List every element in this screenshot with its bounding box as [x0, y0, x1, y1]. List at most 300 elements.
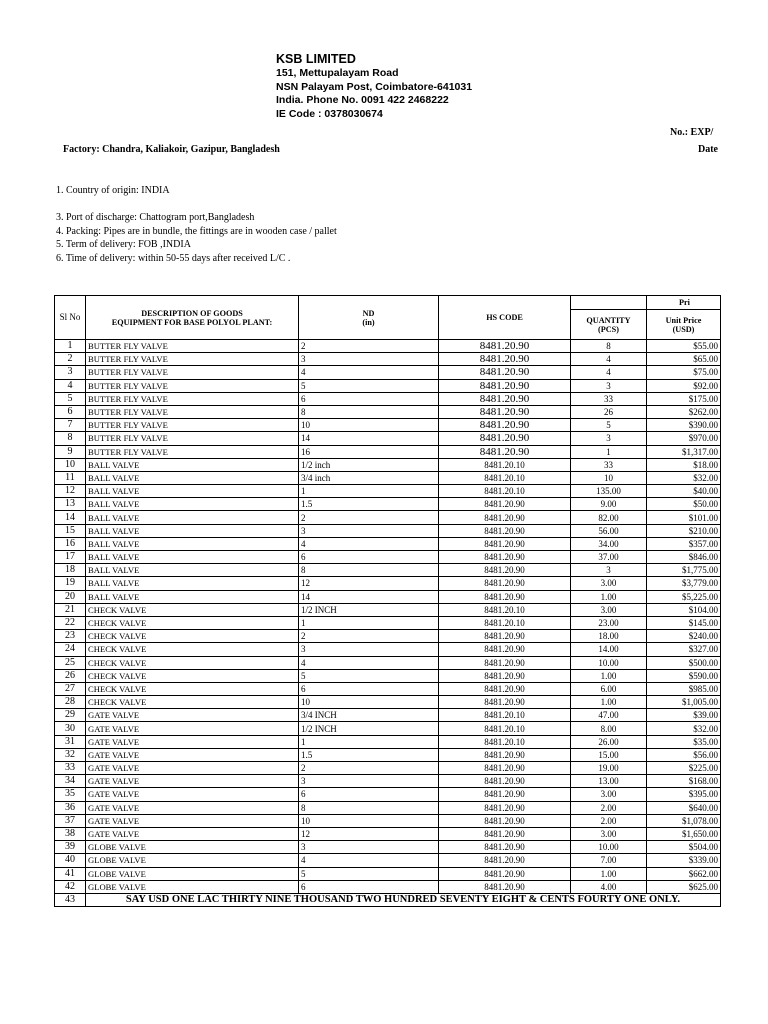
table-row	[55, 841, 721, 854]
row-sl-no: 33	[55, 762, 86, 775]
total-row-sl: 43	[55, 893, 86, 906]
row-hs-code: 8481.20.90	[439, 669, 571, 682]
row-description: GLOBE VALVE	[86, 841, 299, 854]
row-unit-price: $1,078.00	[647, 814, 721, 827]
row-sl-no: 37	[55, 814, 86, 827]
row-quantity: 2.00	[571, 814, 647, 827]
row-hs-code: 8481.20.90	[439, 854, 571, 867]
row-unit-price: $40.00	[647, 485, 721, 498]
table-row	[55, 827, 721, 840]
row-description: BUTTER FLY VALVE	[86, 353, 299, 366]
row-unit-price: $327.00	[647, 643, 721, 656]
row-quantity: 26.00	[571, 735, 647, 748]
row-quantity: 23.00	[571, 616, 647, 629]
row-nd: 1	[299, 735, 439, 748]
row-unit-price: $92.00	[647, 379, 721, 392]
row-sl-no: 39	[55, 841, 86, 854]
row-unit-price: $210.00	[647, 524, 721, 537]
row-unit-price: $39.00	[647, 709, 721, 722]
row-quantity: 1.00	[571, 867, 647, 880]
row-sl-no: 10	[55, 458, 86, 471]
table-row	[55, 511, 721, 524]
row-sl-no: 9	[55, 445, 86, 458]
row-description: BUTTER FLY VALVE	[86, 445, 299, 458]
row-nd: 16	[299, 445, 439, 458]
row-description: BUTTER FLY VALVE	[86, 340, 299, 353]
row-unit-price: $50.00	[647, 498, 721, 511]
row-sl-no: 30	[55, 722, 86, 735]
date-label: Date	[698, 144, 718, 155]
table-row	[55, 445, 721, 458]
row-sl-no: 8	[55, 432, 86, 445]
table-row	[55, 696, 721, 709]
row-quantity: 1.00	[571, 669, 647, 682]
header-quantity	[571, 310, 647, 340]
note-packing: 4. Packing: Pipes are in bundle, the fittings are in wooden case / pallet	[56, 225, 337, 237]
row-description: BUTTER FLY VALVE	[86, 432, 299, 445]
table-row	[55, 524, 721, 537]
table-row	[55, 537, 721, 550]
row-nd: 8	[299, 405, 439, 418]
table-row	[55, 471, 721, 484]
table-row	[55, 814, 721, 827]
row-unit-price: $55.00	[647, 340, 721, 353]
row-hs-code: 8481.20.90	[439, 630, 571, 643]
row-nd: 3	[299, 841, 439, 854]
row-nd: 5	[299, 379, 439, 392]
row-unit-price: $145.00	[647, 616, 721, 629]
row-sl-no: 28	[55, 696, 86, 709]
table-row	[55, 432, 721, 445]
row-nd: 14	[299, 590, 439, 603]
row-sl-no: 31	[55, 735, 86, 748]
row-description: GATE VALVE	[86, 748, 299, 761]
table-row	[55, 630, 721, 643]
row-quantity: 8	[571, 340, 647, 353]
header-price-group: Pri	[647, 296, 721, 310]
row-description: BALL VALVE	[86, 458, 299, 471]
row-sl-no: 22	[55, 616, 86, 629]
row-quantity: 34.00	[571, 537, 647, 550]
row-nd: 3	[299, 353, 439, 366]
row-nd: 3	[299, 524, 439, 537]
header-description-line-2: EQUIPMENT FOR BASE POLYOL PLANT:	[111, 317, 273, 327]
row-unit-price: $5,225.00	[647, 590, 721, 603]
row-unit-price: $32.00	[647, 471, 721, 484]
table-row	[55, 775, 721, 788]
shipment-notes	[56, 184, 337, 266]
row-hs-code: 8481.20.90	[439, 445, 571, 458]
row-quantity: 37.00	[571, 551, 647, 564]
note-port-discharge: 3. Port of discharge: Chattogram port,Bangladesh	[56, 212, 255, 224]
row-unit-price: $1,005.00	[647, 696, 721, 709]
row-nd: 14	[299, 432, 439, 445]
row-unit-price: $175.00	[647, 392, 721, 405]
row-nd: 6	[299, 880, 439, 893]
table-row	[55, 735, 721, 748]
header-sl-no: Sl No	[55, 296, 86, 340]
row-description: CHECK VALVE	[86, 656, 299, 669]
table-row	[55, 419, 721, 432]
row-hs-code: 8481.20.90	[439, 498, 571, 511]
row-quantity: 5	[571, 419, 647, 432]
row-quantity: 6.00	[571, 682, 647, 695]
row-nd: 4	[299, 854, 439, 867]
row-hs-code: 8481.20.90	[439, 682, 571, 695]
table-row	[55, 722, 721, 735]
table-row	[55, 379, 721, 392]
row-description: GATE VALVE	[86, 722, 299, 735]
row-quantity: 4	[571, 366, 647, 379]
row-unit-price: $35.00	[647, 735, 721, 748]
goods-table	[54, 295, 721, 907]
row-quantity: 14.00	[571, 643, 647, 656]
row-description: CHECK VALVE	[86, 696, 299, 709]
company-name: KSB LIMITED	[276, 52, 356, 66]
row-nd: 1/2 inch	[299, 458, 439, 471]
row-nd: 4	[299, 656, 439, 669]
row-hs-code: 8481.20.90	[439, 643, 571, 656]
header-description	[86, 296, 299, 340]
row-hs-code: 8481.20.10	[439, 458, 571, 471]
row-hs-code: 8481.20.90	[439, 590, 571, 603]
row-quantity: 10	[571, 471, 647, 484]
row-hs-code: 8481.20.10	[439, 722, 571, 735]
row-unit-price: $662.00	[647, 867, 721, 880]
table-row	[55, 656, 721, 669]
row-hs-code: 8481.20.90	[439, 577, 571, 590]
row-sl-no: 12	[55, 485, 86, 498]
row-sl-no: 5	[55, 392, 86, 405]
row-nd: 4	[299, 537, 439, 550]
row-description: CHECK VALVE	[86, 603, 299, 616]
row-description: BALL VALVE	[86, 511, 299, 524]
row-description: CHECK VALVE	[86, 682, 299, 695]
row-unit-price: $1,317.00	[647, 445, 721, 458]
row-description: BALL VALVE	[86, 537, 299, 550]
row-nd: 12	[299, 577, 439, 590]
row-description: BUTTER FLY VALVE	[86, 366, 299, 379]
table-row	[55, 616, 721, 629]
row-nd: 4	[299, 366, 439, 379]
row-sl-no: 14	[55, 511, 86, 524]
row-sl-no: 18	[55, 564, 86, 577]
header-unit-price-line-1: Unit Price	[665, 315, 702, 325]
row-quantity: 13.00	[571, 775, 647, 788]
row-sl-no: 38	[55, 827, 86, 840]
row-hs-code: 8481.20.90	[439, 366, 571, 379]
row-sl-no: 27	[55, 682, 86, 695]
table-row	[55, 880, 721, 893]
row-description: BUTTER FLY VALVE	[86, 419, 299, 432]
row-nd: 1	[299, 616, 439, 629]
table-row	[55, 762, 721, 775]
row-hs-code: 8481.20.90	[439, 827, 571, 840]
row-description: CHECK VALVE	[86, 669, 299, 682]
row-nd: 8	[299, 801, 439, 814]
row-unit-price: $240.00	[647, 630, 721, 643]
row-unit-price: $104.00	[647, 603, 721, 616]
note-country-origin: 1. Country of origin: INDIA	[56, 185, 170, 196]
row-description: BUTTER FLY VALVE	[86, 379, 299, 392]
row-description: GATE VALVE	[86, 788, 299, 801]
note-time-delivery: 6. Time of delivery: within 50-55 days after received L/C .	[56, 252, 291, 264]
row-description: BALL VALVE	[86, 471, 299, 484]
row-nd: 2	[299, 630, 439, 643]
company-address-line-2: NSN Palayam Post, Coimbatore-641031	[276, 80, 473, 93]
row-nd: 1.5	[299, 498, 439, 511]
row-unit-price: $500.00	[647, 656, 721, 669]
row-unit-price: $101.00	[647, 511, 721, 524]
row-unit-price: $640.00	[647, 801, 721, 814]
row-hs-code: 8481.20.10	[439, 616, 571, 629]
amount-in-words: SAY USD ONE LAC THIRTY NINE THOUSAND TWO HUNDRED SEVENTY EIGHT & CENTS FOURTY ONE ONLY.	[86, 893, 721, 906]
row-hs-code: 8481.20.10	[439, 485, 571, 498]
row-quantity: 7.00	[571, 854, 647, 867]
row-description: GLOBE VALVE	[86, 880, 299, 893]
row-nd: 6	[299, 392, 439, 405]
table-row	[55, 340, 721, 353]
row-hs-code: 8481.20.90	[439, 432, 571, 445]
header-quantity-line-2: (PCS)	[598, 324, 619, 334]
row-sl-no: 6	[55, 405, 86, 418]
row-quantity: 1	[571, 445, 647, 458]
row-quantity: 15.00	[571, 748, 647, 761]
row-hs-code: 8481.20.10	[439, 709, 571, 722]
row-quantity: 3.00	[571, 577, 647, 590]
row-quantity: 19.00	[571, 762, 647, 775]
row-quantity: 135.00	[571, 485, 647, 498]
row-description: BALL VALVE	[86, 551, 299, 564]
table-row	[55, 485, 721, 498]
row-nd: 10	[299, 814, 439, 827]
header-nd-line-1: ND	[362, 308, 375, 318]
row-sl-no: 25	[55, 656, 86, 669]
row-unit-price: $985.00	[647, 682, 721, 695]
row-quantity: 82.00	[571, 511, 647, 524]
table-row	[55, 458, 721, 471]
row-hs-code: 8481.20.90	[439, 353, 571, 366]
row-sl-no: 35	[55, 788, 86, 801]
row-description: BALL VALVE	[86, 564, 299, 577]
row-description: GATE VALVE	[86, 814, 299, 827]
row-description: BALL VALVE	[86, 524, 299, 537]
table-row	[55, 748, 721, 761]
row-sl-no: 40	[55, 854, 86, 867]
table-row	[55, 551, 721, 564]
row-sl-no: 41	[55, 867, 86, 880]
row-nd: 6	[299, 788, 439, 801]
row-description: GATE VALVE	[86, 709, 299, 722]
row-sl-no: 32	[55, 748, 86, 761]
table-row	[55, 709, 721, 722]
row-sl-no: 42	[55, 880, 86, 893]
row-nd: 1.5	[299, 748, 439, 761]
table-row	[55, 392, 721, 405]
row-description: BALL VALVE	[86, 577, 299, 590]
row-hs-code: 8481.20.90	[439, 564, 571, 577]
reference-number: No.: EXP/	[670, 127, 714, 138]
row-nd: 6	[299, 551, 439, 564]
row-nd: 10	[299, 419, 439, 432]
row-quantity: 8.00	[571, 722, 647, 735]
row-unit-price: $339.00	[647, 854, 721, 867]
table-row	[55, 788, 721, 801]
row-quantity: 3	[571, 432, 647, 445]
company-letterhead	[276, 52, 486, 121]
row-unit-price: $625.00	[647, 880, 721, 893]
row-nd: 1	[299, 485, 439, 498]
row-description: CHECK VALVE	[86, 616, 299, 629]
company-ie-code: IE Code : 0378030674	[276, 107, 383, 120]
row-nd: 1/2 INCH	[299, 722, 439, 735]
table-row	[55, 854, 721, 867]
header-nd-line-2: (in)	[362, 317, 375, 327]
row-hs-code: 8481.20.10	[439, 471, 571, 484]
row-quantity: 3	[571, 564, 647, 577]
table-row	[55, 801, 721, 814]
row-quantity: 33	[571, 458, 647, 471]
row-description: GATE VALVE	[86, 827, 299, 840]
row-sl-no: 4	[55, 379, 86, 392]
row-unit-price: $846.00	[647, 551, 721, 564]
row-sl-no: 34	[55, 775, 86, 788]
row-quantity: 4	[571, 353, 647, 366]
row-hs-code: 8481.20.90	[439, 867, 571, 880]
row-unit-price: $225.00	[647, 762, 721, 775]
row-quantity: 3.00	[571, 827, 647, 840]
row-quantity: 2.00	[571, 801, 647, 814]
table-row	[55, 577, 721, 590]
row-description: GLOBE VALVE	[86, 867, 299, 880]
row-sl-no: 11	[55, 471, 86, 484]
row-description: BALL VALVE	[86, 498, 299, 511]
row-hs-code: 8481.20.90	[439, 379, 571, 392]
row-quantity: 56.00	[571, 524, 647, 537]
row-description: BALL VALVE	[86, 590, 299, 603]
row-nd: 1/2 INCH	[299, 603, 439, 616]
row-unit-price: $390.00	[647, 419, 721, 432]
company-address-line-1: 151, Mettupalayam Road	[276, 67, 399, 79]
row-description: BUTTER FLY VALVE	[86, 405, 299, 418]
row-unit-price: $168.00	[647, 775, 721, 788]
table-row	[55, 405, 721, 418]
row-unit-price: $262.00	[647, 405, 721, 418]
row-nd: 2	[299, 340, 439, 353]
row-quantity: 3	[571, 379, 647, 392]
row-sl-no: 7	[55, 419, 86, 432]
row-quantity: 3.00	[571, 603, 647, 616]
row-sl-no: 20	[55, 590, 86, 603]
row-description: CHECK VALVE	[86, 630, 299, 643]
row-quantity: 10.00	[571, 841, 647, 854]
row-unit-price: $75.00	[647, 366, 721, 379]
row-description: BUTTER FLY VALVE	[86, 392, 299, 405]
row-sl-no: 13	[55, 498, 86, 511]
row-hs-code: 8481.20.90	[439, 537, 571, 550]
row-nd: 3/4 inch	[299, 471, 439, 484]
row-nd: 2	[299, 511, 439, 524]
note-term-delivery: 5. Term of delivery: FOB ,INDIA	[56, 239, 191, 251]
row-hs-code: 8481.20.90	[439, 696, 571, 709]
goods-table-body	[55, 340, 721, 894]
row-nd: 3/4 INCH	[299, 709, 439, 722]
row-sl-no: 2	[55, 353, 86, 366]
row-nd: 3	[299, 643, 439, 656]
row-unit-price: $590.00	[647, 669, 721, 682]
row-quantity: 3.00	[571, 788, 647, 801]
row-unit-price: $18.00	[647, 458, 721, 471]
row-sl-no: 24	[55, 643, 86, 656]
table-row	[55, 498, 721, 511]
row-hs-code: 8481.20.90	[439, 656, 571, 669]
row-sl-no: 3	[55, 366, 86, 379]
row-quantity: 18.00	[571, 630, 647, 643]
row-hs-code: 8481.20.90	[439, 511, 571, 524]
row-unit-price: $504.00	[647, 841, 721, 854]
row-sl-no: 29	[55, 709, 86, 722]
row-sl-no: 1	[55, 340, 86, 353]
row-nd: 10	[299, 696, 439, 709]
table-row	[55, 867, 721, 880]
row-quantity: 26	[571, 405, 647, 418]
row-unit-price: $395.00	[647, 788, 721, 801]
row-hs-code: 8481.20.90	[439, 762, 571, 775]
row-sl-no: 21	[55, 603, 86, 616]
row-quantity: 33	[571, 392, 647, 405]
row-hs-code: 8481.20.10	[439, 603, 571, 616]
row-sl-no: 17	[55, 551, 86, 564]
row-nd: 5	[299, 669, 439, 682]
header-unit-price-line-2: (USD)	[672, 324, 695, 334]
row-hs-code: 8481.20.90	[439, 551, 571, 564]
row-unit-price: $970.00	[647, 432, 721, 445]
table-row	[55, 682, 721, 695]
header-description-line-1: DESCRIPTION OF GOODS	[141, 308, 243, 318]
company-address-line-3: India. Phone No. 0091 422 2468222	[276, 94, 449, 107]
row-hs-code: 8481.20.90	[439, 788, 571, 801]
row-nd: 3	[299, 775, 439, 788]
row-description: CHECK VALVE	[86, 643, 299, 656]
table-row	[55, 669, 721, 682]
header-quantity-line-1: QUANTITY	[586, 315, 631, 325]
row-unit-price: $3,779.00	[647, 577, 721, 590]
row-hs-code: 8481.20.90	[439, 775, 571, 788]
row-quantity: 1.00	[571, 590, 647, 603]
table-row	[55, 564, 721, 577]
header-hs-code: HS CODE	[439, 296, 571, 340]
row-sl-no: 36	[55, 801, 86, 814]
table-row	[55, 603, 721, 616]
row-hs-code: 8481.20.90	[439, 801, 571, 814]
header-nd	[299, 296, 439, 340]
row-quantity: 10.00	[571, 656, 647, 669]
row-hs-code: 8481.20.90	[439, 405, 571, 418]
row-hs-code: 8481.20.90	[439, 814, 571, 827]
row-quantity: 47.00	[571, 709, 647, 722]
row-unit-price: $65.00	[647, 353, 721, 366]
row-description: GATE VALVE	[86, 775, 299, 788]
row-unit-price: $1,650.00	[647, 827, 721, 840]
row-nd: 6	[299, 682, 439, 695]
row-description: GATE VALVE	[86, 735, 299, 748]
factory-address: Factory: Chandra, Kaliakoir, Gazipur, Bangladesh	[63, 144, 280, 155]
row-quantity: 9.00	[571, 498, 647, 511]
row-hs-code: 8481.20.90	[439, 880, 571, 893]
row-description: GATE VALVE	[86, 762, 299, 775]
row-hs-code: 8481.20.90	[439, 524, 571, 537]
table-row	[55, 643, 721, 656]
